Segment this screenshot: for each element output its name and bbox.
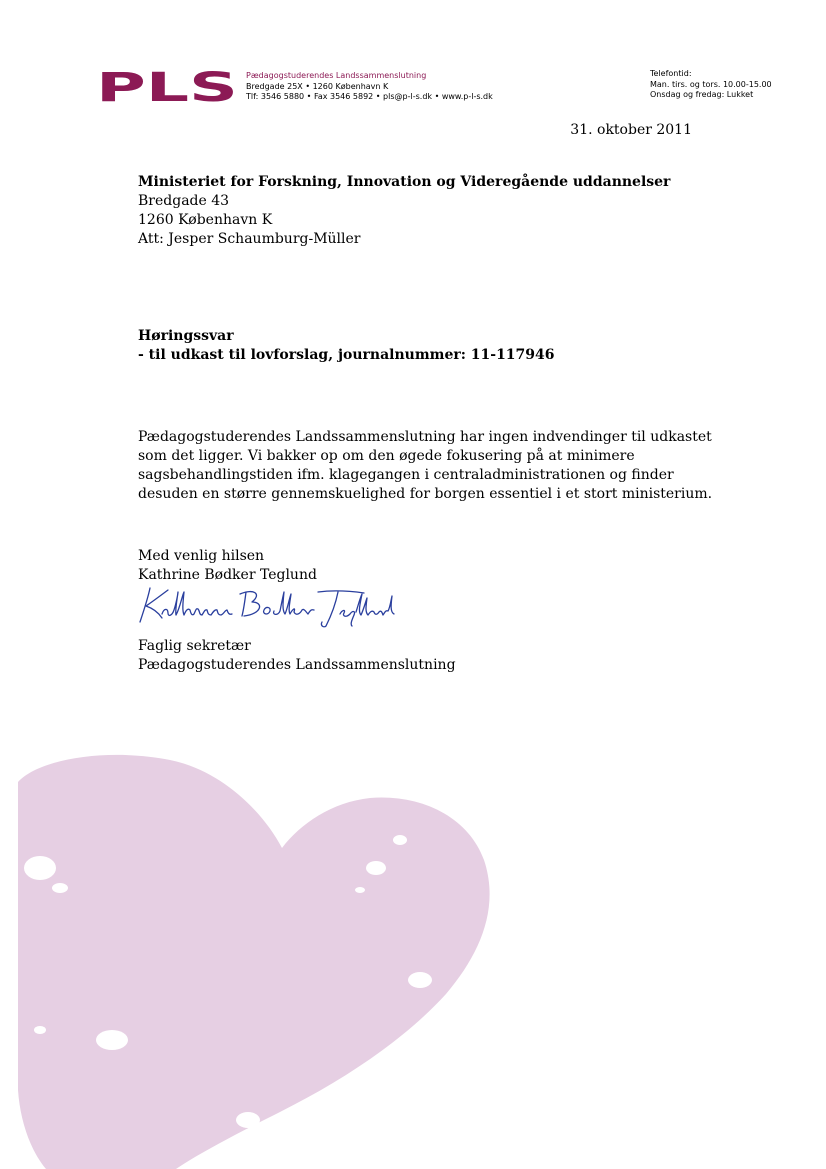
body-paragraph [138,428,712,504]
letter-date: 31. oktober 2011 [570,122,692,138]
hours-title: Telefontid: [650,69,692,78]
org-address: Bredgade 25X • 1260 København K [246,81,389,91]
sender-role: Faglig sekretær [138,638,251,654]
signature-text: Kathrine Bødker Teglund [128,584,141,585]
sender-title [138,637,456,675]
sender-organization: Pædagogstuderendes Landssammenslutning [138,657,456,673]
hours-line-2: Onsdag og fredag: Lukket [650,90,754,99]
letterhead-contact [246,71,493,103]
org-contact: Tlf: 3546 5880 • Fax 3546 5892 • pls@p-l-s.dk • www.p-l-s.dk [246,92,493,101]
recipient-street: Bredgade 43 [138,193,230,209]
subject-subtitle: - til udkast til lovforslag, journalnummer: 11-117946 [138,347,555,363]
phone-hours [650,69,772,101]
recipient-name: Ministeriet for Forskning, Innovation og Videregående uddannelser [138,174,671,190]
body-line: som det ligger. Vi bakker op om den øgede fokusering på at minimere [138,448,635,464]
heart-decoration [0,740,500,1169]
heart-shape [18,755,490,1169]
recipient-address [138,173,670,249]
org-name: Pædagogstuderendes Landssammenslutning [246,71,427,80]
subject [138,327,555,365]
recipient-attention: Att: Jesper Schaumburg-Müller [138,231,361,247]
body-line: sagsbehandlingstiden ifm. klagegangen i centraladministrationen og finder [138,467,674,483]
logo-text: PLS [96,70,238,103]
sender-name: Kathrine Bødker Teglund [138,567,317,583]
subject-title: Høringssvar [138,328,234,344]
closing [138,547,317,585]
body-line: desuden en større gennemskuelighed for borgen essentiel i et stort ministerium. [138,486,713,502]
closing-greeting: Med venlig hilsen [138,548,265,564]
pls-logo [96,70,238,103]
hours-line-1: Man. tirs. og tors. 10.00-15.00 [650,79,772,89]
body-line: Pædagogstuderendes Landssammenslutning har ingen indvendinger til udkastet [138,429,712,445]
recipient-city: 1260 København K [138,212,273,228]
signature-image [128,584,398,630]
